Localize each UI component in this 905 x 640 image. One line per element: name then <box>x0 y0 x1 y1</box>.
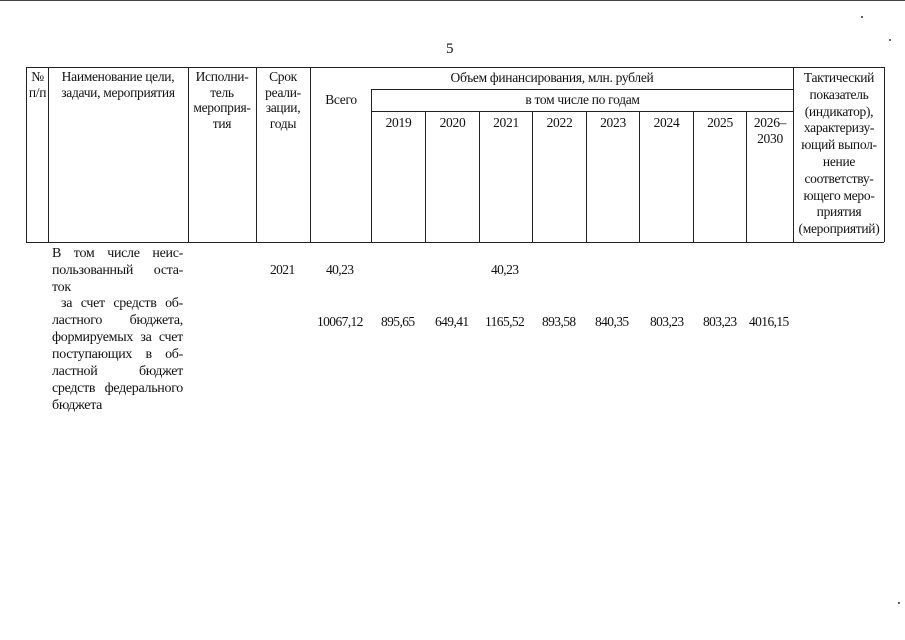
header-name: Наименование цели, задачи, мероприятия <box>61 69 175 100</box>
header-year: 2019 <box>385 115 412 130</box>
header-year: 2024 <box>653 115 680 130</box>
row-total: 40,23 <box>326 262 354 277</box>
row-name-line: поступающих в об- <box>52 347 183 362</box>
scan-speck <box>861 16 863 18</box>
row-year-2025: 803,23 <box>703 314 737 329</box>
row-year-2023: 840,35 <box>595 314 629 329</box>
row-total: 10067,12 <box>317 314 363 329</box>
header-executor: Исполни-тель мероприя-тия <box>193 69 251 131</box>
page-number: 5 <box>446 41 454 57</box>
header-year: 2025 <box>707 115 733 130</box>
row-year-2021: 40,23 <box>491 262 519 277</box>
row-name-line: ток <box>52 280 71 295</box>
scan-speck <box>898 602 900 604</box>
row-year-2022: 893,58 <box>542 314 576 329</box>
header-year: 2023 <box>600 115 626 130</box>
row-name-line: В том числе неис- <box>52 246 183 261</box>
header-year: 2022 <box>546 115 573 130</box>
row-name-line: ластной бюджет <box>52 364 183 379</box>
header-year: 2026–2030 <box>753 115 787 146</box>
row-year-2026-2030: 4016,15 <box>749 314 789 329</box>
row-name-line: ластного бюджета, <box>52 313 183 328</box>
header-num: № п/п <box>28 69 47 100</box>
row-year-2019: 895,65 <box>381 314 415 329</box>
row-term: 2021 <box>270 262 295 277</box>
header-year: 2021 <box>493 115 519 130</box>
header-term: Срок реали-зации, годы <box>265 69 301 131</box>
row-year-2021: 1165,52 <box>485 314 525 329</box>
scan-speck <box>889 39 891 41</box>
header-year: 2020 <box>439 115 466 130</box>
row-name-line: средств федерального <box>52 381 183 396</box>
header-by-years: в том числе по годам <box>525 92 640 107</box>
header-financing: Объем финансирования, млн. рублей <box>450 70 654 85</box>
row-name-line: бюджета <box>52 398 103 413</box>
header-total: Всего <box>325 92 357 107</box>
page-top-edge <box>0 0 905 1</box>
row-name-line: за счет средств об- <box>61 296 183 311</box>
row-name-line: пользованный оста- <box>52 263 183 278</box>
row-year-2020: 649,41 <box>435 314 469 329</box>
header-indicator: Тактический показатель (индикатор), характеризу-ющий выпол-нение соответству-ющего меро-приятия (мероприятий) <box>798 70 880 237</box>
row-year-2024: 803,23 <box>650 314 684 329</box>
row-name-line: формируемых за счет <box>52 330 183 345</box>
